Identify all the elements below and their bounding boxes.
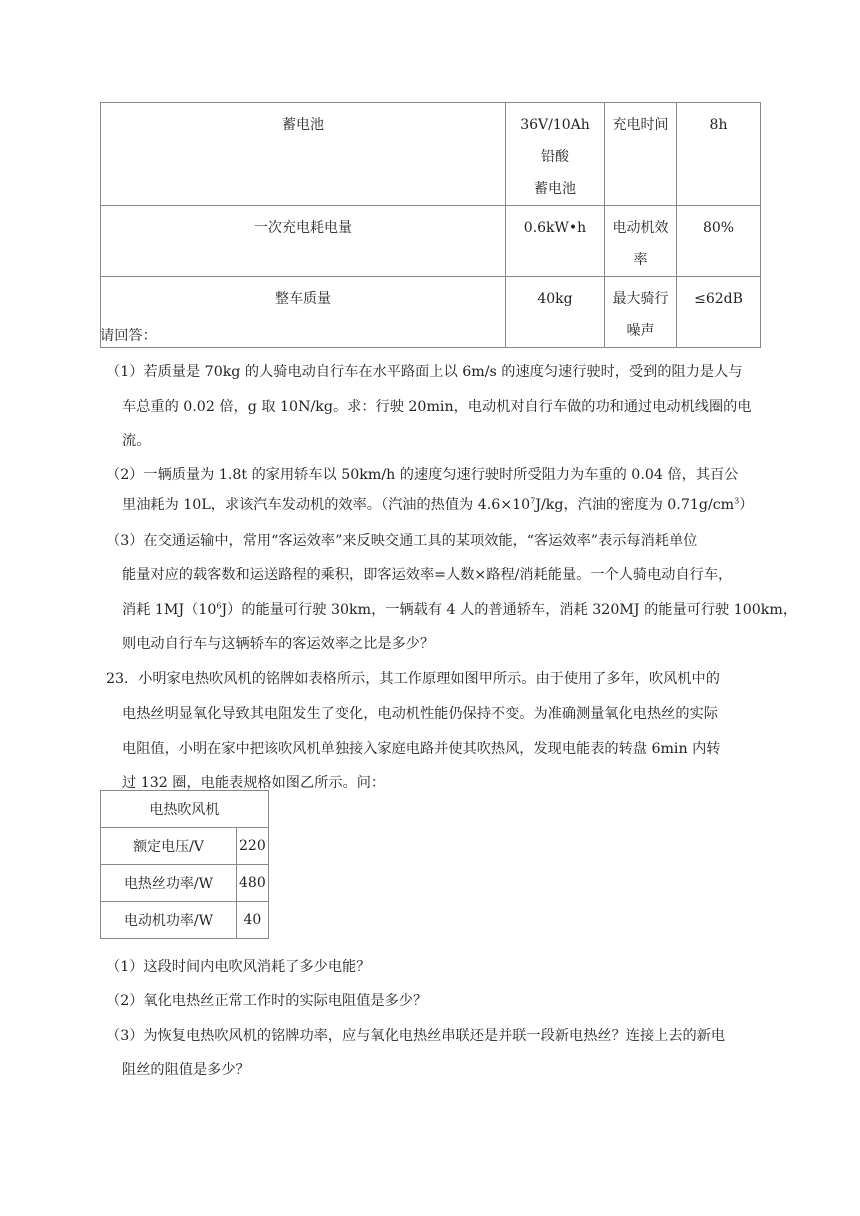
spec-key-value: 80% — [677, 206, 761, 277]
table-value: 40 — [237, 902, 269, 939]
table-key: 电动机功率/W — [101, 902, 237, 939]
table-row — [101, 277, 761, 348]
ebike-spec-table — [100, 102, 761, 348]
table-value: 220 — [237, 828, 269, 865]
question-text: （1）若质量是 70kg 的人骑电动自行车在水平路面上以 6m/s 的速度匀速行驶时，受到的阻力是人与 — [106, 364, 743, 380]
table-row — [101, 103, 761, 206]
question-text: 流。 — [122, 433, 151, 449]
question-text: 里油耗为 10L，求该汽车发动机的效率。（汽油的热值为 $4.6\times 10^7J/kg$，汽油的密度为 $0.71g/cm^3$） — [122, 496, 754, 513]
spec-key-value: ≤62dB — [677, 277, 761, 348]
question-text: 消耗 $1MJ(10^6J)$的能量可行驶 30km，一辆载有 4 人的普通轿车，消耗 320MJ 的能量可行驶 100km， — [122, 601, 798, 618]
question-text: （3）为恢复电热吹风机的铭牌功率，应与氧化电热丝串联还是并联一段新电热丝？连接上去的新电 — [106, 1028, 726, 1044]
table-header: 电热吹风机 — [101, 791, 269, 828]
table-key: 电热丝功率/W — [101, 865, 237, 902]
question-text: （1）这段时间内电吹风消耗了多少电能？ — [106, 959, 371, 975]
question-text: （3）在交通运输中，常用“客运效率”来反映交通工具的某项效能，“客运效率”表示每消耗单位 — [106, 533, 698, 549]
spec-key: 电动机效 率 — [605, 206, 677, 277]
question-text: 则电动自行车与这辆轿车的客运效率之比是多少？ — [122, 636, 435, 652]
question-text: 电阻值，小明在家中把该吹风机单独接入家庭电路并使其吹热风，发现电能表的转盘 6min 内转 — [122, 741, 721, 757]
question-text: 能量对应的载客数和运送路程的乘积，即客运效率=人数×路程/消耗能量。一个人骑电动自行车， — [122, 567, 733, 583]
table-row — [101, 206, 761, 277]
question-text: 车总重的 0.02 倍，g 取 10N/kg。求：行驶 20min，电动机对自行车做的功和通过电动机线圈的电 — [122, 399, 752, 415]
spec-value: 40kg — [506, 277, 605, 348]
spec-key-value: 8h — [677, 103, 761, 206]
table-key: 额定电压/V — [101, 828, 237, 865]
question-text: 电热丝明显氧化导致其电阻发生了变化，电动机性能仍保持不变。为准确测量氧化电热丝的实际 — [122, 706, 718, 722]
spec-label: 蓄电池 — [101, 103, 506, 206]
question-text: 23．小明家电热吹风机的铭牌如表格所示，其工作原理如图甲所示。由于使用了多年，吹风机中的 — [106, 671, 720, 687]
spec-label: 一次充电耗电量 — [101, 206, 506, 277]
spec-key: 最大骑行 噪声 — [605, 277, 677, 348]
hair-dryer-nameplate-table — [100, 790, 269, 939]
question-text: 过 132 圈，电能表规格如图乙所示。问： — [122, 775, 386, 791]
table-row — [101, 828, 269, 865]
question-prompt: 请回答： — [100, 328, 157, 344]
spec-key: 充电时间 — [605, 103, 677, 206]
question-text: 阻丝的阻值是多少？ — [122, 1062, 250, 1078]
spec-label: 整车质量 — [101, 277, 506, 348]
table-row — [101, 865, 269, 902]
table-value: 480 — [237, 865, 269, 902]
spec-value: 0.6kW•h — [506, 206, 605, 277]
table-row — [101, 902, 269, 939]
spec-value: 36V/10Ah 铅酸 蓄电池 — [506, 103, 605, 206]
table-row — [101, 791, 269, 828]
question-text: （2）氧化电热丝正常工作时的实际电阻值是多少？ — [106, 993, 428, 1009]
question-text: （2）一辆质量为 1.8t 的家用轿车以 50km/h 的速度匀速行驶时所受阻力为车重的 0.04 倍，其百公 — [106, 467, 739, 483]
